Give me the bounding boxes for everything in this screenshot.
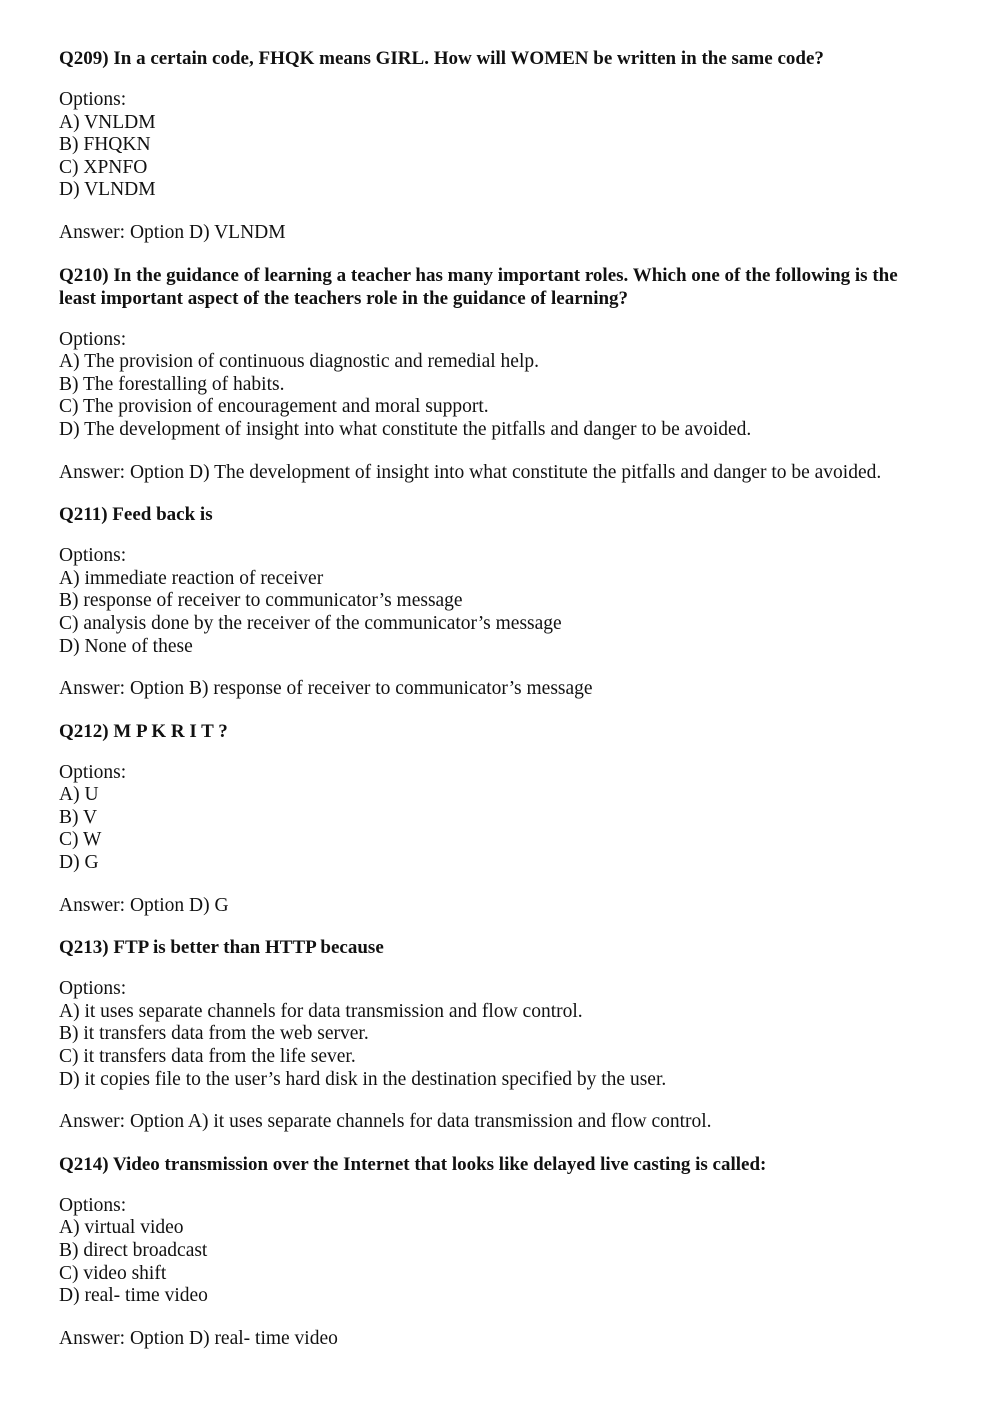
option-a: A) U xyxy=(59,784,99,806)
option-b: B) V xyxy=(59,806,98,828)
option-b: B) it transfers data from the web server. xyxy=(59,1023,369,1045)
option-a: A) immediate reaction of receiver xyxy=(59,567,324,589)
question-212 xyxy=(59,720,939,918)
options-label: Options: xyxy=(59,1194,127,1216)
options-list xyxy=(59,545,939,658)
option-a: A) VNLDM xyxy=(59,111,156,133)
option-c: C) analysis done by the receiver of the communicator’s message xyxy=(59,612,562,634)
answer: Answer: Option D) VLNDM xyxy=(59,221,286,243)
answer: Answer: Option D) real- time video xyxy=(59,1327,338,1349)
question-213 xyxy=(59,936,939,1134)
option-b: B) FHQKN xyxy=(59,134,151,156)
question-title: Q209) In a certain code, FHQK means GIRL. How will WOMEN be written in the same code? xyxy=(59,48,824,69)
option-a: A) it uses separate channels for data transmission and flow control. xyxy=(59,1000,583,1022)
options-list xyxy=(59,1195,939,1308)
option-c: C) video shift xyxy=(59,1262,167,1284)
option-d: D) VLNDM xyxy=(59,179,156,201)
question-title: Q214) Video transmission over the Internet that looks like delayed live casting is called: xyxy=(59,1153,767,1175)
options-label: Options: xyxy=(59,89,127,110)
question-211 xyxy=(59,503,939,701)
option-c: C) W xyxy=(59,829,102,851)
options-list xyxy=(59,762,939,875)
answer: Answer: Option D) G xyxy=(59,894,229,916)
answer: Answer: Option A) it uses separate channels for data transmission and flow control. xyxy=(59,1111,712,1133)
options-list xyxy=(59,329,939,442)
question-title: Q212) M P K R I T ? xyxy=(59,720,228,742)
option-b: B) response of receiver to communicator’s message xyxy=(59,590,463,612)
question-document xyxy=(59,47,939,1369)
question-title: Q210) In the guidance of learning a teacher has many important roles. Which one of the following is the least important aspect of the teachers role in the guidance of learning? xyxy=(59,264,898,309)
question-210 xyxy=(59,264,939,485)
options-label: Options: xyxy=(59,978,127,1000)
options-list xyxy=(59,89,939,202)
answer: Answer: Option D) The development of insight into what constitute the pitfalls and danger to be avoided. xyxy=(59,461,882,483)
option-c: C) it transfers data from the life sever. xyxy=(59,1046,356,1068)
question-214 xyxy=(59,1153,939,1351)
option-d: D) The development of insight into what constitute the pitfalls and danger to be avoided. xyxy=(59,418,752,440)
question-title: Q213) FTP is better than HTTP because xyxy=(59,937,384,959)
option-b: B) direct broadcast xyxy=(59,1240,208,1261)
answer: Answer: Option B) response of receiver to communicator’s message xyxy=(59,678,593,700)
options-label: Options: xyxy=(59,761,127,783)
option-d: D) G xyxy=(59,852,99,874)
option-d: D) real- time video xyxy=(59,1285,208,1307)
question-title: Q211) Feed back is xyxy=(59,504,213,526)
options-label: Options: xyxy=(59,328,127,350)
option-b: B) The forestalling of habits. xyxy=(59,373,285,395)
options-list xyxy=(59,978,939,1091)
option-a: A) virtual video xyxy=(59,1217,184,1239)
option-c: C) XPNFO xyxy=(59,156,148,178)
option-d: D) None of these xyxy=(59,635,193,657)
question-209 xyxy=(59,47,939,245)
options-label: Options: xyxy=(59,545,127,567)
option-d: D) it copies file to the user’s hard disk in the destination specified by the user. xyxy=(59,1068,667,1090)
option-c: C) The provision of encouragement and moral support. xyxy=(59,396,489,418)
option-a: A) The provision of continuous diagnostic and remedial help. xyxy=(59,351,539,373)
